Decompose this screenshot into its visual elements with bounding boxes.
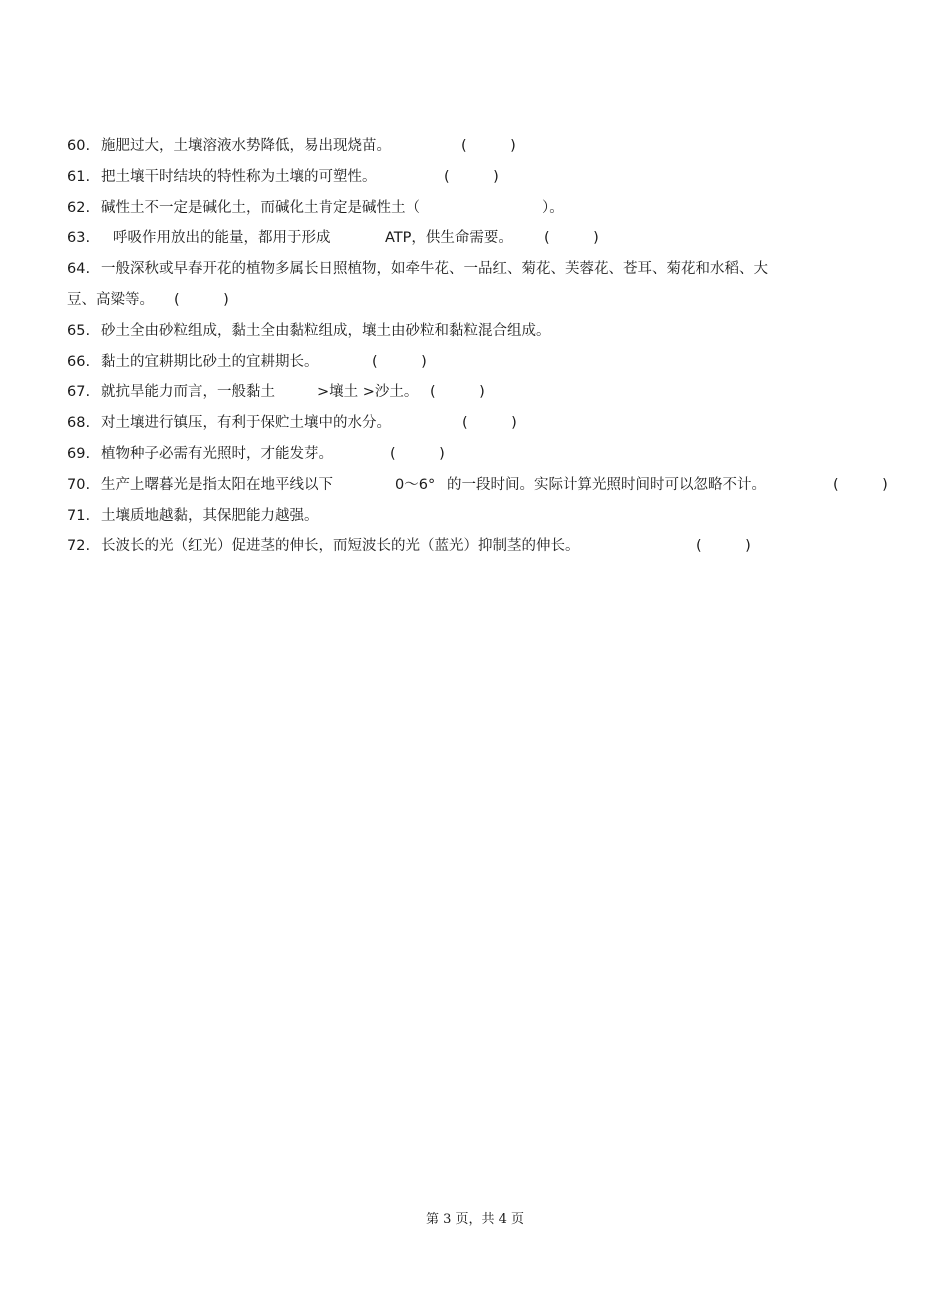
question-number: 70. bbox=[67, 476, 91, 493]
answer-blank[interactable]: ( ) bbox=[430, 384, 485, 401]
question-text: 土壤质地越黏，其保肥能力越强。 bbox=[101, 507, 319, 524]
question-number: 64. bbox=[67, 261, 91, 278]
answer-blank[interactable]: ( ) bbox=[444, 168, 499, 185]
question-number: 63. bbox=[67, 230, 91, 247]
question-67 bbox=[67, 377, 927, 408]
question-text: 呼吸作用放出的能量，都用于形成 bbox=[113, 230, 331, 247]
answer-blank[interactable]: ( ) bbox=[174, 291, 229, 308]
question-text-part: 的一段时间。实际计算光照时间时可以忽略不计。 bbox=[447, 476, 766, 493]
question-text: 把土壤干时结块的特性称为土壤的可塑性。 bbox=[101, 168, 377, 185]
question-65 bbox=[67, 316, 927, 347]
question-61 bbox=[67, 162, 927, 193]
question-number: 69. bbox=[67, 445, 91, 462]
question-text: 砂土全由砂粒组成，黏土全由黏粒组成，壤土由砂粒和黏粒混合组成。 bbox=[101, 322, 551, 339]
question-64 bbox=[67, 254, 927, 316]
question-71 bbox=[67, 501, 927, 532]
question-text: 长波长的光（红光）促进茎的伸长，而短波长的光（蓝光）抑制茎的伸长。 bbox=[101, 538, 580, 555]
question-number: 60. bbox=[67, 138, 91, 154]
question-text: 碱性土不一定是碱化土，而碱化土肯定是碱性土（ bbox=[101, 199, 420, 216]
question-text-continued: 豆、高粱等。 bbox=[67, 291, 154, 308]
question-70 bbox=[67, 470, 927, 501]
answer-blank[interactable]: ( ) bbox=[462, 415, 517, 432]
question-text: 施肥过大，土壤溶液水势降低，易出现烧苗。 bbox=[101, 138, 391, 154]
question-number: 72. bbox=[67, 538, 91, 555]
question-number: 67. bbox=[67, 384, 91, 401]
question-number: 65. bbox=[67, 322, 91, 339]
question-text: 生产上曙暮光是指太阳在地平线以下 bbox=[101, 476, 333, 493]
question-number: 61. bbox=[67, 168, 91, 185]
question-72 bbox=[67, 531, 927, 562]
answer-blank[interactable]: ( ) bbox=[461, 138, 516, 154]
answer-blank[interactable]: ( ) bbox=[696, 538, 751, 555]
question-62 bbox=[67, 193, 927, 224]
question-69 bbox=[67, 439, 927, 470]
question-66 bbox=[67, 347, 927, 378]
question-68 bbox=[67, 408, 927, 439]
question-text-part: 0～6° bbox=[395, 476, 436, 493]
page-footer: 第 3 页，共 4 页 bbox=[425, 1212, 525, 1227]
question-text-part: ATP，供生命需要。 bbox=[385, 230, 513, 247]
question-text: 一般深秋或早春开花的植物多属长日照植物，如牵牛花、一品红、菊花、芙蓉花、苍耳、菊花和水稻、大 bbox=[101, 261, 768, 278]
question-number: 66. bbox=[67, 353, 91, 370]
question-text: 植物种子必需有光照时，才能发芽。 bbox=[101, 445, 333, 462]
question-number: 68. bbox=[67, 415, 91, 432]
question-number: 62. bbox=[67, 199, 91, 216]
question-text-part: >壤土 >沙土。 bbox=[317, 384, 419, 401]
answer-blank[interactable]: ( ) bbox=[833, 476, 888, 493]
answer-blank[interactable]: ( ) bbox=[544, 230, 599, 247]
answer-blank[interactable]: ）。 bbox=[542, 199, 564, 216]
question-text: 对土壤进行镇压，有利于保贮土壤中的水分。 bbox=[101, 415, 391, 432]
answer-blank[interactable]: ( ) bbox=[390, 445, 445, 462]
question-60 bbox=[67, 131, 927, 162]
question-text: 黏土的宜耕期比砂土的宜耕期长。 bbox=[101, 353, 319, 370]
question-text: 就抗旱能力而言，一般黏土 bbox=[101, 384, 275, 401]
question-list bbox=[67, 131, 927, 562]
answer-blank[interactable]: ( ) bbox=[372, 353, 427, 370]
question-63 bbox=[67, 223, 927, 254]
question-number: 71. bbox=[67, 507, 91, 524]
